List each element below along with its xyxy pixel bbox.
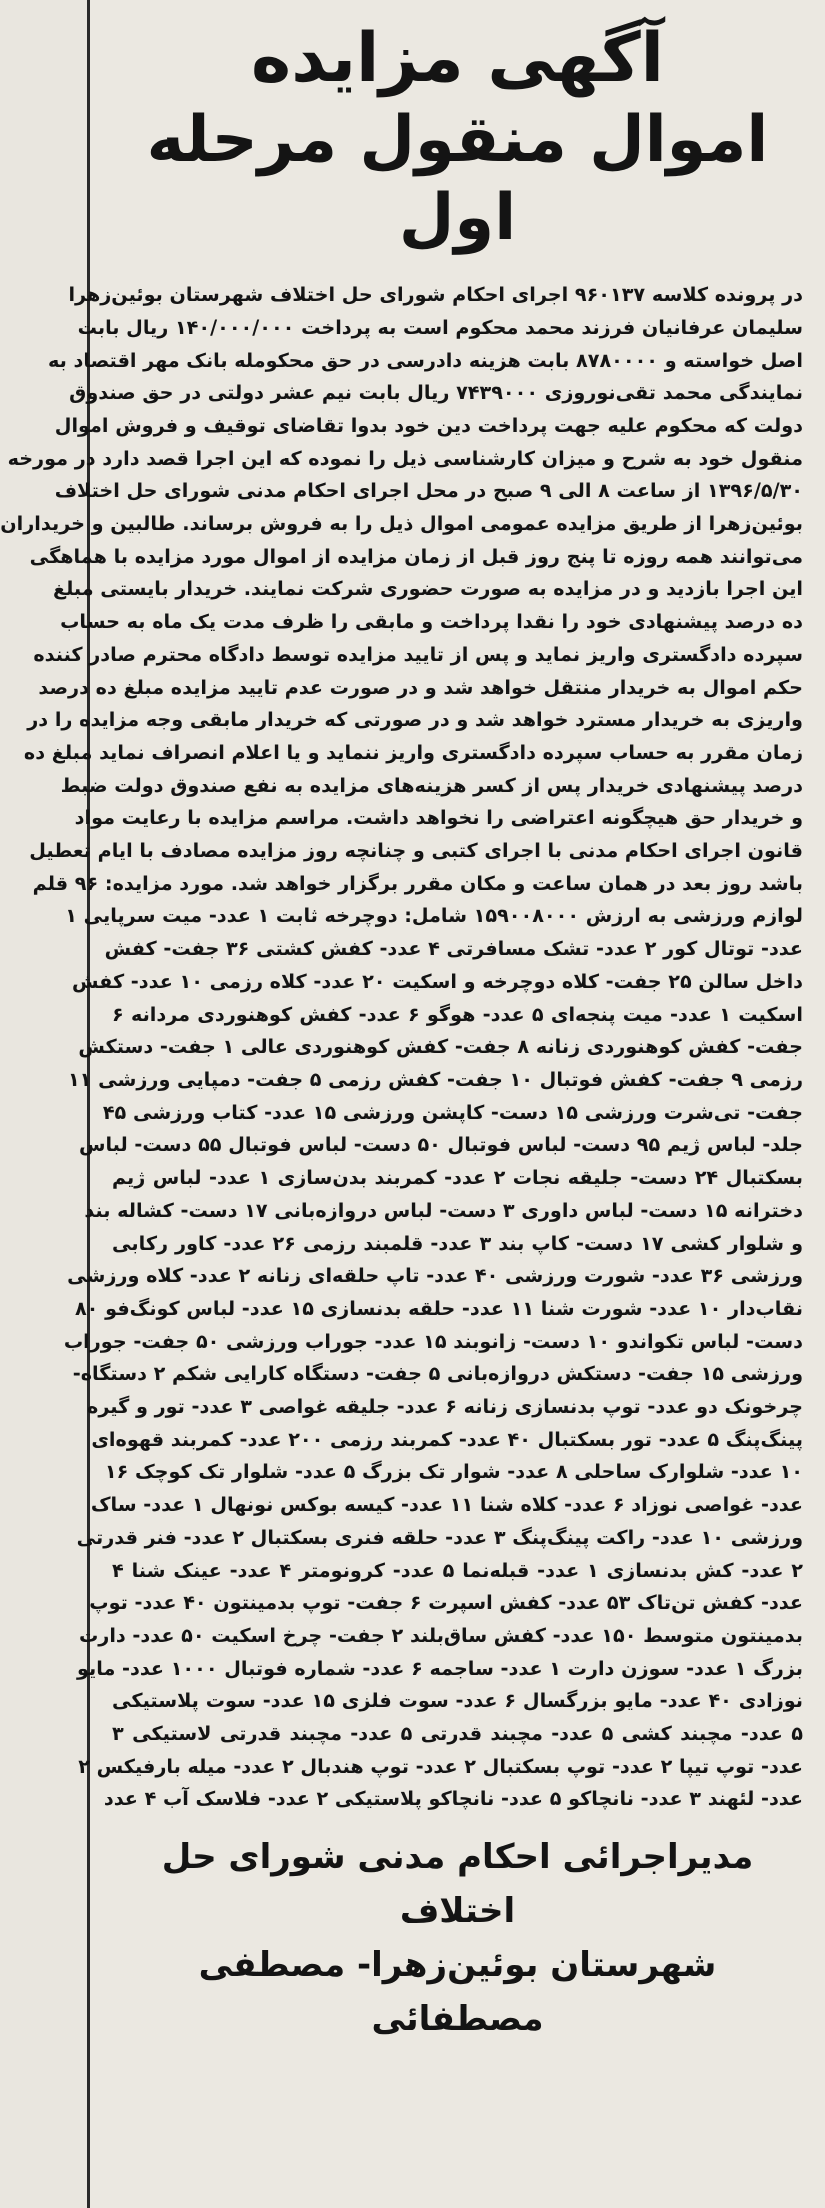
notice-body-line: ۲ عدد- کش بدنسازی ۱ عدد- قبله‌نما ۵ عدد- کرونومتر ۴ عدد- عینک شنا ۴ bbox=[112, 1558, 803, 1582]
notice-body-line: بسکتبال ۲۴ دست- جلیقه نجات ۲ عدد- کمربند بدن‌سازی ۱ عدد- لباس ژیم bbox=[112, 1166, 804, 1190]
notice-body-line: بدمینتون متوسط ۱۵۰ عدد- کفش ساق‌بلند ۲ جفت- چرخ اسکیت ۵۰ عدد- دارت bbox=[79, 1623, 803, 1647]
notice-body-line: داخل سالن ۲۵ جفت- کلاه دوچرخه و اسکیت ۲۰ عدد- کلاه رزمی ۱۰ عدد- کفش bbox=[72, 969, 803, 993]
notice-body-line: دست- لباس تکواندو ۱۰ دست- زانوبند ۱۵ عدد- جوراب ورزشی ۵۰ جفت- جوراب bbox=[63, 1329, 803, 1353]
notice-body-line: جفت- کفش کوهنوردی زنانه ۸ جفت- کفش کوهنوردی عالی ۱ جفت- دستکش bbox=[78, 1035, 803, 1059]
notice-body-line: منقول خود به شرح و میزان کارشناسی ذیل را نموده که این اجرا قصد دارد در مورخه bbox=[7, 446, 803, 470]
notice-body-line: ۱۰ عدد- شلوارک ساحلی ۸ عدد- شوار تک بزرگ ۵ عدد- شلوار تک کوچک ۱۶ bbox=[104, 1460, 803, 1484]
notice-body-line: بزرگ ۱ عدد- سوزن دارت ۱ عدد- ساجمه ۶ عدد- شماره فوتبال ۱۰۰۰ عدد- مایو bbox=[77, 1656, 803, 1680]
notice-body-line: ۵ عدد- مچبند کشی ۵ عدد- مچبند قدرتی ۵ عدد- مچبند قدرتی لاستیکی ۳ bbox=[112, 1722, 803, 1746]
notice-body-line: عدد- غواصی نوزاد ۶ عدد- کلاه شنا ۱۱ عدد- کیسه بوکس نونهال ۱ عدد- ساک bbox=[90, 1493, 803, 1517]
notice-title: آگهی مزایده bbox=[251, 19, 664, 98]
notice-body-line: ورزشی ۱۰ عدد- راکت پینگ‌پنگ ۳ عدد- حلقه فنری بسکتبال ۲ عدد- فنر قدرتی bbox=[76, 1525, 803, 1549]
notice-body-line: درصد پیشنهادی خریدار پس از کسر هزینه‌های مزایده به نفع صندوق دولت ضبط bbox=[60, 773, 803, 797]
notice-body-line: عدد- لئهند ۳ عدد- نانچاکو ۵ عدد- نانچاکو پلاستیکی ۲ عدد- فلاسک آب ۴ عدد bbox=[103, 1787, 803, 1811]
notice-body-line: اسکیت ۱ عدد- میت پنجه‌ای ۵ عدد- هوگو ۶ عدد- کفش کوهنوردی مردانه ۶ bbox=[112, 1002, 803, 1026]
notice-body-line: حکم اموال به خریدار منتقل خواهد شد و در صورت عدم تایید مزایده مبلغ ده درصد bbox=[38, 675, 803, 699]
notice-body-line: واریزی به خریدار مسترد خواهد شد و در صورتی که خریدار مابقی وجه مزایده را در bbox=[27, 708, 803, 732]
notice-body-line: لوازم ورزشی به ارزش ۱۵۹۰۰۸۰۰۰ شامل: دوچرخه ثابت ۱ عدد- میت سرپایی ۱ bbox=[65, 904, 803, 928]
notice-body-line: زمان مقرر به حساب سپرده دادگستری واریز ننماید و یا اعلام انصراف نماید مبلغ ده bbox=[23, 740, 803, 764]
notice-body-line: باشد روز بعد در همان ساعت و مکان مقرر برگزار خواهد شد. مورد مزایده: ۹۶ قلم bbox=[32, 871, 803, 895]
notice-body-line: دولت که محکوم علیه جهت پرداخت دین خود بدوا تقاضای توقیف و فروش اموال bbox=[54, 413, 803, 437]
notice-body-line: اصل خواسته و ۸۷۸۰۰۰۰ بابت هزینه دادرسی در حق محکومله بانک مهر اقتصاد به bbox=[48, 348, 803, 372]
notice-body-line: جفت- تی‌شرت ورزشی ۱۵ دست- کاپشن ورزشی ۱۵ عدد- کتاب ورزشی ۴۵ bbox=[102, 1100, 803, 1124]
notice-body-line: نوزادی ۴۰ عدد- مایو بزرگسال ۶ عدد- سوت فلزی ۱۵ عدد- سوت پلاستیکی bbox=[112, 1689, 803, 1713]
notice-body-line: عدد- توتال کور ۲ عدد- تشک مسافرتی ۴ عدد- کفش کشتی ۳۶ جفت- کفش bbox=[104, 937, 803, 961]
notice-body-line: پینگ‌پنگ ۵ عدد- تور بسکتبال ۴۰ عدد- کمربند رزمی ۲۰۰ عدد- کمربند قهوه‌ای bbox=[91, 1427, 803, 1451]
notice-body-line: و شلوار کشی ۱۷ دست- کاپ بند ۳ عدد- قلمبند رزمی ۲۶ عدد- کاور رکابی bbox=[112, 1231, 803, 1255]
notice-body-line: سلیمان عرفانیان فرزند محمد محکوم است به پرداخت ۱۴۰/۰۰۰/۰۰۰ ریال بابت bbox=[77, 315, 803, 339]
notice-body-line: می‌توانند همه روزه تا پنج روز قبل از زمان مزایده از اموال مورد مزایده با هماهگی bbox=[29, 544, 803, 568]
notice-body-line: قانون اجرای احکام مدنی با اجرای کتبی و چنانچه روز مزایده مصادف با ایام تعطیل bbox=[29, 839, 803, 863]
signature-title: مدیراجرائی احکام مدنی شورای حل اختلاف bbox=[161, 1837, 754, 1932]
notice-body bbox=[0, 279, 804, 1816]
notice-body-line: در پرونده کلاسه ۹۶۰۱۳۷ اجرای احکام شورای حل اختلاف شهرستان بوئین‌زهرا bbox=[68, 283, 803, 307]
signature-block bbox=[112, 1830, 803, 2046]
notice-subtitle: اموال منقول مرحله اول bbox=[146, 102, 769, 256]
notice-body-line: جلد- لباس ژیم ۹۵ دست- لباس فوتبال ۵۰ دست- لباس فوتبال ۵۵ دست- لباس bbox=[79, 1133, 803, 1157]
notice-body-line: دخترانه ۱۵ دست- لباس داوری ۳ دست- لباس دروازه‌بانی ۱۷ دست- کشاله بند bbox=[84, 1198, 803, 1222]
notice-body-line: و خریدار حق هیچگونه اعتراضی را نخواهد داشت. مراسم مزایده با رعایت مواد bbox=[74, 806, 803, 830]
notice-body-line: ده درصد پیشنهادی خود را نقدا پرداخت و مابقی را ظرف مدت یک ماه به حساب bbox=[60, 610, 803, 634]
signature-name: شهرستان بوئین‌زهرا- مصطفی مصطفائی bbox=[198, 1945, 717, 2040]
notice-body-line: چرخونک دو عدد- توپ بدنسازی زنانه ۶ عدد- جلیقه غواصی ۳ عدد- تور و گیره bbox=[87, 1395, 803, 1419]
notice-body-line: نمایندگی محمد تقی‌نوروزی ۷۴۳۹۰۰۰ ریال بابت نیم عشر دولتی در حق صندوق bbox=[69, 381, 803, 405]
notice-body-line: رزمی ۹ جفت- کفش فوتبال ۱۰ جفت- کفش رزمی ۵ جفت- دمپایی ورزشی ۱۱ bbox=[67, 1067, 803, 1091]
notice-body-line: عدد- توپ تیپا ۲ عدد- توپ بسکتبال ۲ عدد- توپ هندبال ۲ عدد- میله بارفیکس ۲ bbox=[78, 1754, 803, 1778]
notice-body-line: این اجرا بازدید و در مزایده به صورت حضوری شرکت نمایند. خریدار بایستی مبلغ bbox=[52, 577, 803, 601]
notice-body-line: ورزشی ۱۵ جفت- دستکش دروازه‌بانی ۵ جفت- دستگاه کارایی شکم ۲ دستگاه- bbox=[72, 1362, 803, 1386]
notice-body-line: بوئین‌زهرا از طریق مزایده عمومی اموال ذیل را به فروش برساند. طالبین و خریداران bbox=[0, 512, 803, 536]
notice-body-line: عدد- کفش تن‌تاک ۵۳ عدد- کفش اسپرت ۶ جفت- توپ بدمینتون ۴۰ عدد- توپ bbox=[89, 1591, 803, 1615]
notice-body-line: ورزشی ۳۶ عدد- شورت ورزشی ۴۰ عدد- تاپ حلقه‌ای زنانه ۲ عدد- کلاه ورزشی bbox=[67, 1264, 803, 1288]
notice-body-line: نقاب‌دار ۱۰ عدد- شورت شنا ۱۱ عدد- حلقه بدنسازی ۱۵ عدد- لباس کونگ‌فو ۸۰ bbox=[74, 1296, 803, 1320]
notice-body-line: ۱۳۹۶/۵/۳۰ از ساعت ۸ الی ۹ صبح در محل اجرای احکام مدنی شورای حل اختلاف bbox=[54, 479, 803, 503]
notice-body-line: سپرده دادگستری واریز نماید و پس از تایید مزایده توسط دادگاه محترم صادر کننده bbox=[33, 642, 803, 666]
